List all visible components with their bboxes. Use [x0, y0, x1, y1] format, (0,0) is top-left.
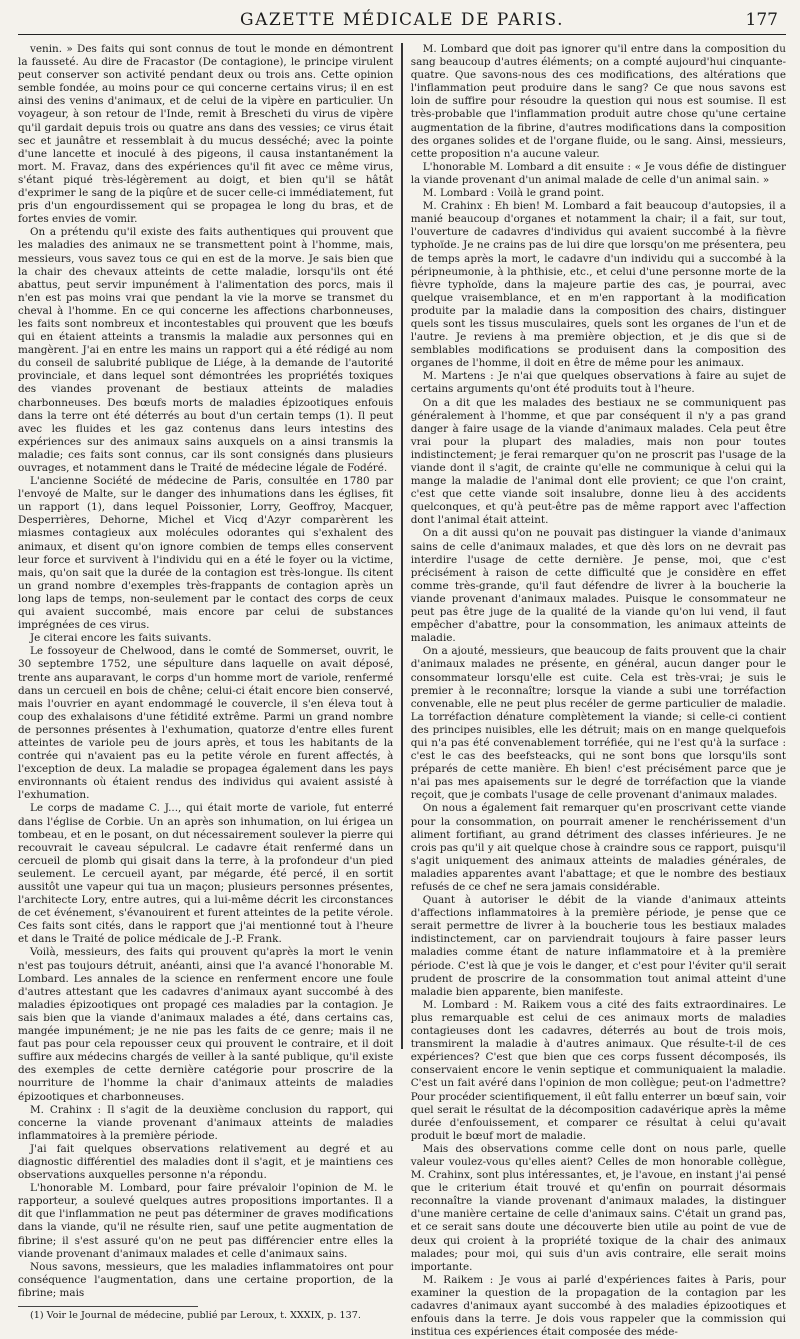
paragraph: M. Raikem : Je vous ai parlé d'expériences faites à Paris, pour examiner la question de la propagation de la contagion par les cadavres d'animaux ayant succombé à des maladies épizootiques et enfouis dans la terre. Je dois vous rappeler que la commission qui institua ces expériences était composée des méde-: [410, 1273, 786, 1339]
page-number: 177: [745, 10, 778, 30]
paragraph: On a prétendu qu'il existe des faits authentiques qui prouvent que les maladies des animaux ne se transmettent point à l'homme, mais, messieurs, vous savez tous ce qui en est de la morve. Je sais bien que la chair des chevaux atteints de cette maladie, lorsqu'ils ont été abattus, peut servir impunément à l'alimentation des porcs, mais il n'en est pas moins vrai que pendant la vie la morve se transmet du cheval à l'homme. En ce qui concerne les affections charbonneuses, les faits sont nombreux et incontestables qui prouvent que les bœufs qui en étaient atteints a transmis la maladie aux personnes qui en mangèrent. J'ai en entre les mains un rapport qui a été rédigé au nom du conseil de salubrité publique de Liége, à la demande de l'autorité provinciale, et dans lequel sont démontrées les propriétés toxiques des viandes provenant de bestiaux atteints de maladies charbonneuses. Des bœufs morts de maladies épizootiques enfouis dans la terre ont été déterrés au bout d'un certain temps (1). Il peut avec les fluides et les gaz contenus dans leurs intestins des expériences sur des animaux sains auxquels on a ainsi transmis la maladie; ces faits sont connus, car ils sont consignés dans plusieurs ouvrages, et notamment dans le Traité de médecine légale de Fodéré.: [18, 226, 394, 474]
paragraph: M. Crahinx : Eh bien! M. Lombard a fait beaucoup d'autopsies, il a manié beaucoup d'organes et notamment la chair; il a fait, sur tout, l'ouverture de cadavres d'individus qui avaient succombé à la fièvre typhoïde. Je ne crains pas de lui dire que lorsqu'on me présentera, peu de temps après la mort, le cadavre d'un individu qui a succombé à la péripneumonie, à la phthisie, etc., et celui d'une personne morte de la fièvre typhoïde, dans la majeure partie des cas, je pourrai, avec quelque vraisemblance, et en m'en rapportant à la modification produite par la maladie dans la composition des chairs, distinguer quels sont les tissus musculaires, quels sont les organes de l'un et de l'autre. Je reviens à ma première objection, et je dis que si de semblables modifications se produisent dans la composition des organes de l'homme, il doit en être de même pour les animaux.: [410, 200, 786, 370]
paragraph: On a ajouté, messieurs, que beaucoup de faits prouvent que la chair d'animaux malades ne présente, en général, aucun danger pour le consommateur lorsqu'elle est cuite. Cela est très-vrai; je suis le premier à le reconnaître; lorsque la viande a subi une torréfaction convenable, elle ne peut plus recéler de germe particulier de maladie. La torréfaction dénature complètement la viande; si celle-ci contient des principes nuisibles, elle les détruit; mais on en mange quelquefois qui n'a pas été convenablement torréfiée, qui ne l'est qu'à la surface : c'est le cas des beefsteacks, qui ne sont bons que lorsqu'ils sont préparés de cette manière. Eh bien! c'est précisément parce que je n'ai pas mes apaisements sur le degré de torréfaction que la viande reçoit, que je combats l'usage de celle provenant d'animaux malades.: [410, 645, 786, 802]
paragraph: On nous a également fait remarquer qu'en proscrivant cette viande pour la consommation, on pourrait amener le renchérissement d'un aliment fortifiant, au grand détriment des classes inférieures. Je ne crois pas qu'il y ait quelque chose à craindre sous ce rapport, puisqu'il s'agit uniquement des animaux atteints de maladies générales, de maladies apparentes avant l'abattage; et que le nombre des bestiaux refusés de ce chef ne sera jamais considérable.: [410, 802, 786, 893]
paragraph: L'honorable M. Lombard, pour faire prévaloir l'opinion de M. le rapporteur, a soulevé quelques autres propositions importantes. Il a dit que l'inflammation ne peut pas déterminer de graves modifications dans la viande, qu'il ne résulte rien, sauf une petite augmentation de fibrine; il s'est assuré qu'on ne peut pas différencier entre elles la viande provenant d'animaux malades et celle d'animaux sains.: [18, 1182, 394, 1260]
paragraph: J'ai fait quelques observations relativement au degré et au diagnostic différentiel des maladies dont il s'agit, et je maintiens ces observations auxquelles personne n'a répondu.: [18, 1142, 394, 1182]
paragraph: On a dit aussi qu'on ne pouvait pas distinguer la viande d'animaux sains de celle d'animaux malades, et que dès lors on ne devrait pas interdire l'usage de cette dernière. Je pense, moi, que c'est précisément à raison de cette difficulté que je considère en effet comme très-grande, qu'il faut défendre de livrer à la boucherie la viande provenant d'animaux malades. Puisque le consommateur ne peut pas être juge de la qualité de la viande qu'on lui vend, il faut empêcher d'abattre, pour la consommation, les animaux atteints de maladie.: [410, 527, 786, 645]
paragraph: Voilà, messieurs, des faits qui prouvent qu'après la mort le venin n'est pas toujours détruit, anéanti, ainsi que l'a avancé l'honorable M. Lombard. Les annales de la science en renferment encore une foule d'autres attestant que les cadavres d'animaux ayant succombé à des maladies épizootiques ont propagé ces maladies par la contagion. Je sais bien que la viande d'animaux malades a été, dans certains cas, mangée impunément; je ne nie pas les faits de ce genre; mais il ne faut pas pour cela repousser ceux qui prouvent le contraire, et il doit suffire aux médecins chargés de veiller à la santé publique, qu'il existe des exemples de cette dernière catégorie pour proscrire de la nourriture de l'homme la chair d'animaux atteints de maladies épizootiques et charbonneuses.: [18, 946, 394, 1103]
text-columns: [18, 43, 786, 1339]
paragraph: Mais des observations comme celle dont on nous parle, quelle valeur voulez-vous qu'elles aient? Celles de mon honorable collègue, M. Crahinx, sont plus intéressantes, et, je l'avoue, en instant j'ai pensé que le criterium était trouvé et qu'enfin on pourrait désormais reconnaître la viande provenant d'animaux malades, la distinguer d'une manière certaine de celle d'animaux sains. C'était un grand pas, et ce serait sans doute une découverte bien utile au point de vue de deux qui croient à la propriété toxique de la chair des animaux malades; pour moi, qui suis d'un avis contraire, elle serait moins importante.: [410, 1142, 786, 1273]
paragraph: M. Martens : Je n'ai que quelques observations à faire au sujet de certains arguments qu'ont été produits tout à l'heure.: [410, 370, 786, 396]
page-header: [18, 8, 786, 35]
paragraph: On a dit que les malades des bestiaux ne se communiquent pas généralement à l'homme, et que par conséquent il n'y a pas grand danger à faire usage de la viande d'animaux malades. Cela peut être vrai pour la plupart des maladies, mais non pour toutes indistinctement; je ferai remarquer qu'on ne proscrit pas l'usage de la viande dont il s'agit, de crainte qu'elle ne communique à celui qui la mange la maladie de l'animal dont elle provient; ce que l'on craint, c'est que cette viande soit insalubre, donne lieu à des accidents quelconques, et qu'à peut-être pas de même rapport avec l'affection dont l'animal était atteint.: [410, 396, 786, 527]
paragraph: L'honorable M. Lombard a dit ensuite : « Je vous défie de distinguer la viande provenant d'un animal malade de celle d'un animal sain. »: [410, 160, 786, 186]
paragraph: M. Lombard : Voilà le grand point.: [422, 187, 605, 200]
paragraph: Le corps de madame C. J..., qui était morte de variole, fut enterré dans l'église de Corbie. Un an après son inhumation, on lui érigea un tombeau, et en le posant, on dut nécessairement soulever la pierre qui recouvrait le caveau sépulcral. Le cadavre était renfermé dans un cercueil de plomb qui gisait dans la terre, à la profondeur d'un pied seulement. Le cercueil ayant, par mégarde, été percé, il en sortit aussitôt une vapeur qui tua un maçon; plusieurs personnes présentes, l'architecte Lory, entre autres, qui a lui-même décrit les circonstances de cet événement, s'évanouirent et furent atteintes de la petite vérole. Ces faits sont cités, dans le rapport que j'ai mentionné tout à l'heure et dans le Traité de police médicale de J.-P. Frank.: [18, 802, 394, 946]
column-divider: [401, 43, 402, 1049]
paragraph: Le fossoyeur de Chelwood, dans le comté de Sommerset, ouvrit, le 30 septembre 1752, une sépulture dans laquelle on avait déposé, trente ans auparavant, le corps d'un homme mort de variole, renfermé dans un cercueil en bois de chêne; celui-ci était encore bien conservé, mais l'ouvrier en ayant endommagé le couvercle, il s'en éleva tout à coup des exhalaisons d'une fétidité extrême. Parmi un grand nombre de personnes présentes à l'exhumation, quatorze d'entre elles furent atteintes de variole peu de jours après, et tous les habitants de la contrée qui n'avaient pas eu la petite vérole en furent affectés, à l'exception de deux. La maladie se propagea également dans les pays environnants où étaient rendus des individus qui avaient assisté à l'exhumation.: [18, 645, 394, 802]
footnote-divider: [18, 1306, 198, 1307]
paragraph: M. Lombard : M. Raikem vous a cité des faits extraordinaires. Le plus remarquable est celui de ces animaux morts de maladies contagieuses dont les cadavres, déterrés au bout de trois mois, transmirent la maladie à d'autres animaux. Que résulte-t-il de ces expériences? C'est que bien que ces corps fussent décomposés, ils conservaient encore le venin septique et communiquaient la maladie. C'est un fait avéré dans l'opinion de mon collègue; peut-on l'admettre? Pour procéder scientifiquement, il eût fallu enterrer un bœuf sain, voir quel serait le résultat de la décomposition cadavérique après la même durée d'enfouissement, et comparer ce résultat à celui qu'avait produit le bœuf mort de maladie.: [410, 998, 786, 1142]
left-column: [18, 43, 394, 1321]
paragraph: Je citerai encore les faits suivants.: [30, 632, 212, 645]
paragraph: M. Crahinx : Il s'agit de la deuxième conclusion du rapport, qui concerne la viande provenant d'animaux atteints de maladies inflammatoires à la première période.: [18, 1103, 394, 1142]
paragraph: Nous savons, messieurs, que les maladies inflammatoires ont pour conséquence l'augmentation, dans une certaine proportion, de la fibrine; mais: [18, 1260, 394, 1299]
paragraph: venin. » Des faits qui sont connus de tout le monde en démontrent la fausseté. Au dire de Fracastor (De contagione), le principe virulent peut conserver son activité pendant deux ou trois ans. Cette opinion semble fondée, au moins pour ce qui concerne certains virus; il en est ainsi des venins d'animaux, et de celui de la vipère en particulier. Un voyageur, à son retour de l'Inde, remit à Brescheti du virus de vipère qu'il gardait depuis trois ou quatre ans dans des vessies; ce virus était sec et jaunâtre et ressemblait à du mucus desséché; avec la pointe d'une lancette et inoculé à des pigeons, il causa instantanément la mort. M. Fravaz, dans des expériences qu'il fit avec ce même virus, s'étant piqué très-légèrement au doigt, et bien qu'il se hâtât d'exprimer le sang de la piqûre et de sucer celle-ci immédiatement, fut pris d'un engourdissement qui se propagea le long du bras, et de fortes envies de vomir.: [18, 43, 394, 226]
paragraph: L'ancienne Société de médecine de Paris, consultée en 1780 par l'envoyé de Malte, sur le danger des inhumations dans les églises, fit un rapport (1), dans lequel Poissonier, Lorry, Geoffroy, Macquer, Desperrières, Dehorne, Michel et Vicq d'Azyr comparèrent les miasmes contagieux aux molécules odorantes qui s'exhalent des animaux, et disent qu'on ignore combien de temps elles conservent leur force et survivent à l'individu qui en a été le foyer ou la victime, mais, qu'on sait que la durée de la contagion est très-longue. Ils citent un grand nombre d'exemples très-frappants de contagion après un long laps de temps, non-seulement par le contact des corps de ceux qui avaient succombé, mais encore par celui de substances imprégnées de ces virus.: [18, 475, 394, 632]
paragraph: Quant à autoriser le débit de la viande d'animaux atteints d'affections inflammatoires à la première période, je pense que ce serait permettre de livrer à la boucherie tous les bestiaux malades indistinctement, car on parviendrait toujours à faire passer leurs maladies comme étant de nature inflammatoire et à la première période. C'est là que je vois le danger, et c'est pour l'éviter qu'il serait prudent de proscrire de la consommation tout animal atteint d'une maladie bien apparente, bien manifeste.: [410, 894, 786, 998]
right-column: [410, 43, 786, 1339]
paragraph: M. Lombard que doit pas ignorer qu'il entre dans la composition du sang beaucoup d'autres éléments; on a compté aujourd'hui cinquante-quatre. Que savons-nous des ces modifications, des altérations que l'inflammation peut produire dans le sang? Ce que nous savons est loin de suffire pour résoudre la question qui nous est soumise. Il est très-probable que l'inflammation produit autre chose qu'une certaine augmentation de la fibrine, d'autres modifications dans la composition des organes solides et de l'organe fluide, ou le sang. Ainsi, messieurs, cette proposition n'a aucune valeur.: [410, 43, 786, 160]
footnote: (1) Voir le Journal de médecine, publié par Leroux, t. XXXIX, p. 137.: [30, 1310, 361, 1321]
journal-title: GAZETTE MÉDICALE DE PARIS.: [240, 10, 564, 30]
